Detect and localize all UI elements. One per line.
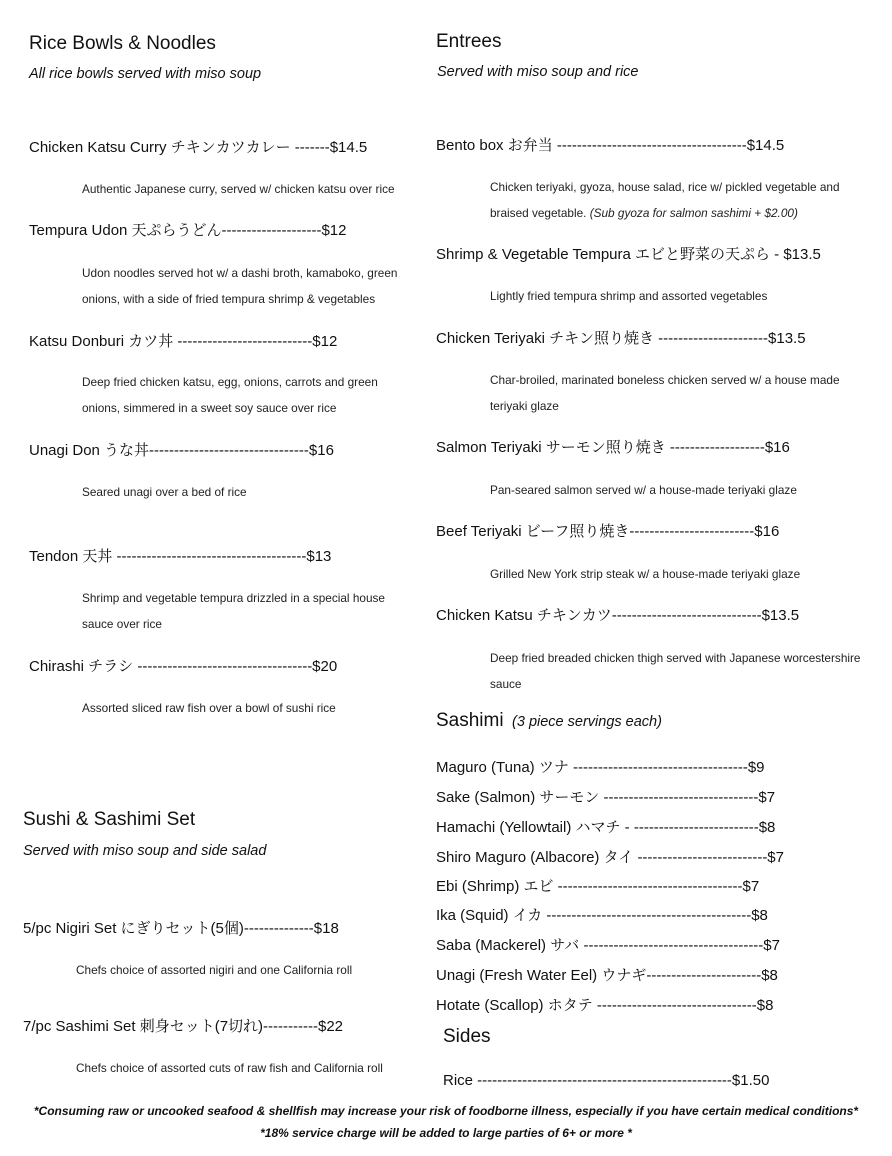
section-header-sashimi: [436, 710, 662, 732]
item-description: Chefs choice of assorted cuts of raw fish and California roll: [76, 1061, 383, 1075]
section-title-sushi-set: Sushi & Sashimi Set: [23, 809, 196, 830]
menu-item-shrimp-vegetable-tempura: Shrimp & Vegetable Tempura エビと野菜の天ぷら - $13.5: [436, 246, 821, 263]
item-description: Udon noodles served hot w/ a dashi broth, kamaboko, green onions, with a side of fried tempura shrimp & vegetables: [82, 266, 398, 306]
menu-item-hamachi: Hamachi (Yellowtail) ハマチ - -------------------------$8: [436, 819, 776, 836]
menu-item-tendon: Tendon 天丼 --------------------------------------$13: [29, 548, 332, 565]
section-subtitle-sushi-set: Served with miso soup and side salad: [23, 843, 267, 859]
item-description: Chefs choice of assorted nigiri and one California roll: [76, 963, 353, 977]
section-title-sashimi: Sashimi: [436, 710, 504, 731]
item-description: Char-broiled, marinated boneless chicken served w/ a house made teriyaki glaze: [490, 373, 840, 413]
menu-item-chicken-katsu-curry: Chicken Katsu Curry チキンカツカレー -------$14.5: [29, 139, 368, 156]
menu-item-hotate: Hotate (Scallop) ホタテ --------------------------------$8: [436, 997, 774, 1014]
item-description: Grilled New York strip steak w/ a house-made teriyaki glaze: [490, 567, 801, 581]
footer-disclaimer: *Consuming raw or uncooked seafood & shellfish may increase your risk of foodborne illness, especially if you have certain medical conditions*: [33, 1104, 859, 1118]
menu-item-tempura-udon: Tempura Udon 天ぷらうどん--------------------$12: [29, 222, 347, 239]
item-description: Deep fried chicken katsu, egg, onions, carrots and green onions, simmered in a sweet soy sauce over rice: [82, 375, 378, 415]
menu-item-chicken-teriyaki: Chicken Teriyaki チキン照り焼き ----------------------$13.5: [436, 330, 806, 347]
menu-item-chirashi: Chirashi チラシ -----------------------------------$20: [29, 658, 338, 675]
menu-item-beef-teriyaki: Beef Teriyaki ビーフ照り焼き-------------------------$16: [436, 523, 780, 540]
menu-item-maguro: Maguro (Tuna) ツナ -----------------------------------$9: [436, 759, 765, 776]
menu-item-sashimi-set: 7/pc Sashimi Set 刺身セット(7切れ)-----------$22: [23, 1018, 344, 1035]
item-description: Pan-seared salmon served w/ a house-made teriyaki glaze: [490, 483, 797, 497]
section-title-rice-bowls: Rice Bowls & Noodles: [29, 33, 216, 54]
item-description: Seared unagi over a bed of rice: [82, 485, 247, 499]
item-description: Deep fried breaded chicken thigh served with Japanese worcestershire sauce: [490, 651, 861, 691]
menu-item-katsu-donburi: Katsu Donburi カツ丼 ---------------------------$12: [29, 333, 338, 350]
item-description: Lightly fried tempura shrimp and assorted vegetables: [490, 289, 768, 303]
menu-item-ika: Ika (Squid) イカ -----------------------------------------$8: [436, 907, 768, 924]
item-description: [490, 174, 860, 226]
section-subtitle-entrees: Served with miso soup and rice: [437, 64, 639, 80]
menu-item-unagi: Unagi (Fresh Water Eel) ウナギ-----------------------$8: [436, 967, 778, 984]
menu-item-ebi: Ebi (Shrimp) エビ -------------------------------------$7: [436, 878, 760, 895]
item-description: Assorted sliced raw fish over a bowl of sushi rice: [82, 701, 336, 715]
menu-item-sake: Sake (Salmon) サーモン -------------------------------$7: [436, 789, 776, 806]
item-description-text: Chicken teriyaki, gyoza, house salad, rice w/ pickled vegetable and braised vegetable.: [490, 180, 840, 220]
footer-service-charge: *18% service charge will be added to large parties of 6+ or more *: [260, 1126, 632, 1140]
menu-item-nigiri-set: 5/pc Nigiri Set にぎりセット(5個)--------------$18: [23, 920, 339, 937]
menu-item-saba: Saba (Mackerel) サバ ------------------------------------$7: [436, 937, 780, 954]
menu-item-bento-box: Bento box お弁当 --------------------------------------$14.5: [436, 137, 785, 154]
section-subtitle-sashimi: (3 piece servings each): [512, 714, 662, 730]
item-description: Authentic Japanese curry, served w/ chicken katsu over rice: [82, 182, 395, 196]
item-substitution-note: (Sub gyoza for salmon sashimi + $2.00): [589, 206, 798, 220]
section-title-sides: Sides: [443, 1026, 491, 1047]
menu-item-shiro-maguro: Shiro Maguro (Albacore) タイ --------------------------$7: [436, 849, 784, 866]
menu-item-unagi-don: Unagi Don うな丼--------------------------------$16: [29, 442, 334, 459]
item-description: Shrimp and vegetable tempura drizzled in a special house sauce over rice: [82, 591, 385, 631]
menu-item-salmon-teriyaki: Salmon Teriyaki サーモン照り焼き -------------------$16: [436, 439, 790, 456]
section-title-entrees: Entrees: [436, 31, 502, 52]
menu-item-chicken-katsu: Chicken Katsu チキンカツ------------------------------$13.5: [436, 607, 800, 624]
menu-item-rice: Rice ---------------------------------------------------$1.50: [443, 1072, 770, 1089]
section-subtitle-rice-bowls: All rice bowls served with miso soup: [29, 66, 262, 82]
